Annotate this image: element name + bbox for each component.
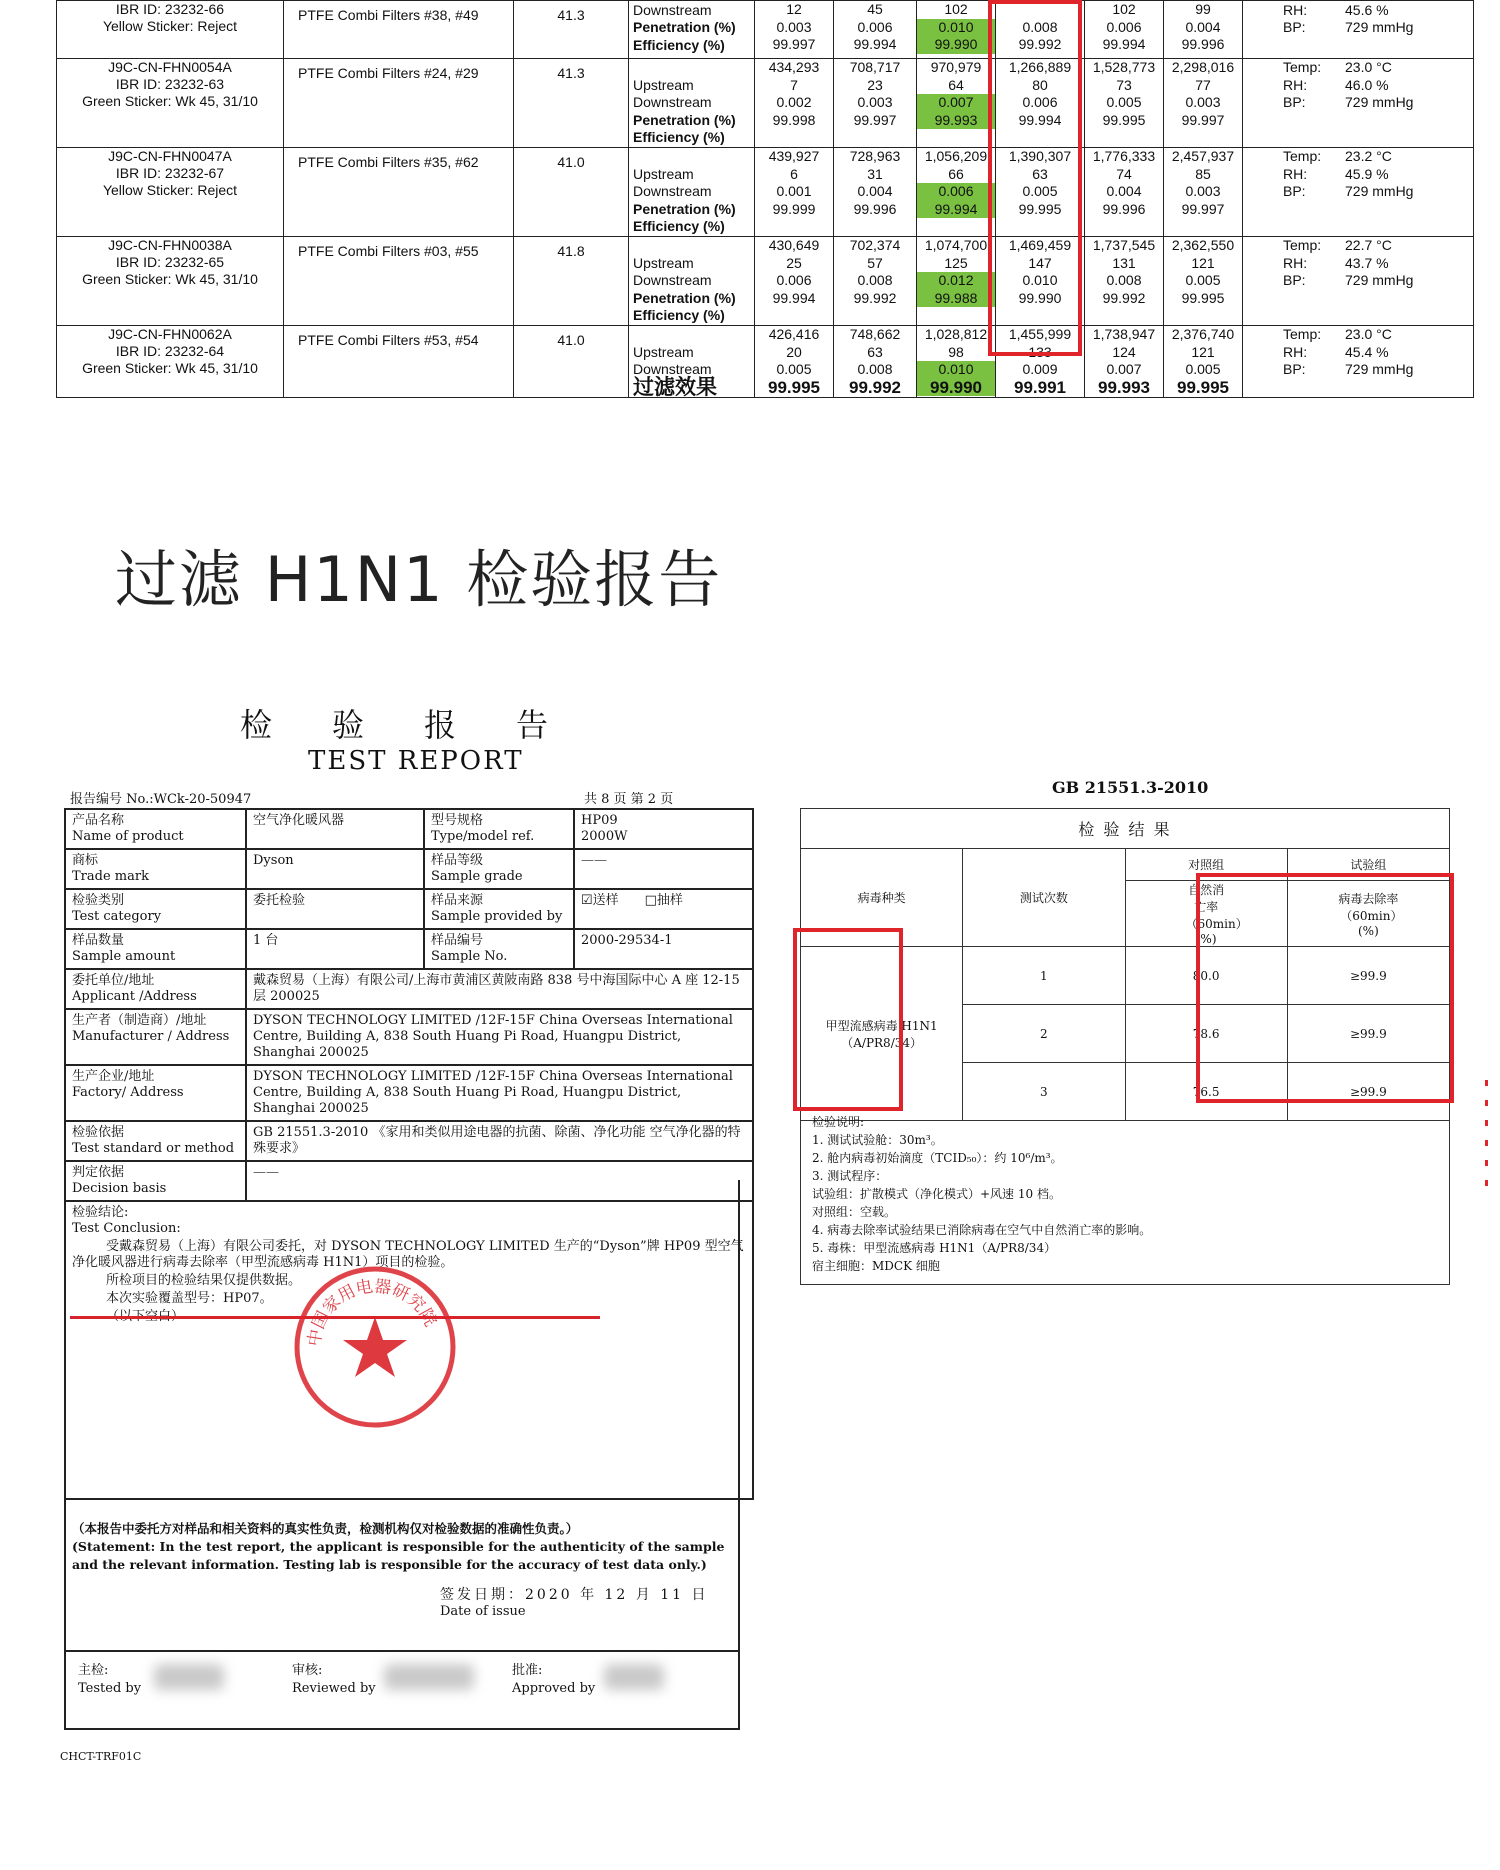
resistance-value: 41.3 bbox=[514, 59, 629, 148]
value-column: 708,717 23 0.003 99.997 bbox=[834, 59, 917, 148]
value-column: 2,362,550 121 0.005 99.995 bbox=[1164, 236, 1243, 325]
environment-cell: Temp: 23.0 °C RH: 45.4 % BP: 729 mmHg bbox=[1243, 325, 1474, 397]
value-column: 1,266,889 80 0.006 99.994 bbox=[996, 59, 1085, 148]
value-column: 1,056,209 66 0.006 99.994 bbox=[917, 147, 996, 236]
value-column: 728,963 31 0.004 99.996 bbox=[834, 147, 917, 236]
value-column: 1,528,773 73 0.005 99.995 bbox=[1085, 59, 1164, 148]
value-column: 102 0.010 99.990 bbox=[917, 1, 996, 59]
filter-row bbox=[57, 147, 1474, 236]
measure-labels: Upstream Downstream 过滤效果 bbox=[629, 325, 755, 397]
value-column: 102 0.006 99.994 bbox=[1085, 1, 1164, 59]
measure-labels: Upstream Downstream Penetration (%) Efficiency (%) bbox=[629, 236, 755, 325]
resistance-value: 41.8 bbox=[514, 236, 629, 325]
signature-row: 主检: Tested by 审核: Reviewed by 批准: Approved by bbox=[64, 1650, 740, 1732]
value-column: 748,662 63 0.008 99.992 bbox=[834, 325, 917, 397]
value-column: 1,028,812 98 0.010 99.990 bbox=[917, 325, 996, 397]
value-column: 702,374 57 0.008 99.992 bbox=[834, 236, 917, 325]
value-column: 434,293 7 0.002 99.998 bbox=[755, 59, 834, 148]
issue-date-en: Date of issue bbox=[440, 1604, 526, 1619]
blurred-signature bbox=[154, 1664, 224, 1690]
value-column: 99 0.004 99.996 bbox=[1164, 1, 1243, 59]
environment-cell: Temp: 22.7 °C RH: 43.7 % BP: 729 mmHg bbox=[1243, 236, 1474, 325]
result-table: 检 验 结 果 病毒种类 测试次数 对照组 试验组 自然消亡率（60min）(%) 病毒去除率（60min）(%) 甲型流感病毒 H1N1（A/PR8/34） 1 80.0 ≥99.9 2 78.6 ≥99.9 3 76.5 ≥99.9 bbox=[800, 808, 1450, 1121]
blurred-signature bbox=[384, 1664, 474, 1690]
svg-text:中国家用电器研究院: 中国家用电器研究院 bbox=[304, 1276, 441, 1348]
report-title-cn: 检验报告 bbox=[240, 706, 609, 744]
environment-cell: Temp: 23.0 °C RH: 46.0 % BP: 729 mmHg bbox=[1243, 59, 1474, 148]
value-column: 2,298,016 77 0.003 99.997 bbox=[1164, 59, 1243, 148]
sample-id-cell: J9C-CN-FHN0062A IBR ID: 23232-64 Green Sticker: Wk 45, 31/10 bbox=[57, 325, 284, 397]
highlight-virus-box bbox=[793, 928, 903, 1111]
value-column: 45 0.006 99.994 bbox=[834, 1, 917, 59]
value-column: 0.008 99.992 bbox=[996, 1, 1085, 59]
sample-id-cell: J9C-CN-FHN0054A IBR ID: 23232-63 Green Sticker: Wk 45, 31/10 bbox=[57, 59, 284, 148]
edge-mark bbox=[1485, 1080, 1488, 1190]
form-code: CHCT-TRF01C bbox=[60, 1750, 142, 1763]
issue-date: 签发日期：2020 年 12 月 11 日 bbox=[440, 1587, 709, 1603]
highlight-result-box bbox=[1196, 873, 1454, 1103]
report-info-table: 产品名称 Name of product 空气净化暖风器 型号规格 Type/model ref. HP09 2000W 商标 Trade mark Dyson 样品等级 Sample grade —— 检验类别 Test category 委托检验 样品来源 Sample provided by ☑送样 □抽样 样品数量 Sample amount 1 台 样品编号 Sample No. 2000-29534-1 委托单位/地址 Applicant /Address 戴森贸易（上海）有限公司/上海市黄浦区黄陂南路 838 号中海国际中心 A 座 12-15 层 200025 生产者（制造商）/地址 Manufacturer / Address DYSON TECHNOLOGY LIMITED /12F-15F China Overseas International Centre, Building A, 838 South Huang Pi Road, Huangpu District, Shanghai 200025 生产企业/地址 Factory/ Address DYSON TECHNOLOGY LIMITED /12F-15F China Overseas International Centre, Building A, 838 South Huang Pi Road, Huangpu District, Shanghai 200025 检验依据 Test standard or method GB 21551.3-2010 《家用和类似用途电器的抗菌、除菌、净化功能 空气净化器的特殊要求》 判定依据 Decision basis —— 检验结论: Test Conclusion: 受戴森贸易（上海）有限公司委托，对 DYSON TECHNOLOGY LIMITED 生产的“Dyson”牌 HP09 型空气净化暖风器进行病毒去除率（甲型流感病毒 H1N1）项目的检验。 所检项目的检验结果仅提供数据。 本次实验覆盖型号：HP07。 bbox=[64, 808, 754, 1500]
resistance-value: 41.0 bbox=[514, 147, 629, 236]
report-number: 报告编号 No.:WCk-20-50947 bbox=[70, 792, 252, 807]
value-column: 426,416 20 0.005 99.995 bbox=[755, 325, 834, 397]
value-column: 970,979 64 0.007 99.993 bbox=[917, 59, 996, 148]
filter-desc: PTFE Combi Filters #03, #55 bbox=[284, 236, 514, 325]
report-title-en: TEST REPORT bbox=[308, 746, 524, 776]
filter-desc: PTFE Combi Filters #35, #62 bbox=[284, 147, 514, 236]
blurred-signature bbox=[604, 1664, 664, 1690]
conclusion-cell: 检验结论: Test Conclusion: 受戴森贸易（上海）有限公司委托，对 DYSON TECHNOLOGY LIMITED 生产的“Dyson”牌 HP09 型空气净化暖风器进行病毒去除率（甲型流感病毒 H1N1）项目的检验。 所检项目的检验结果仅提供数据。 本次实验覆盖型号：HP07。 bbox=[65, 1201, 753, 1499]
environment-cell: RH: 45.6 % BP: 729 mmHg bbox=[1243, 1, 1474, 59]
filter-test-table bbox=[56, 0, 1474, 398]
environment-cell: Temp: 23.2 °C RH: 45.9 % BP: 729 mmHg bbox=[1243, 147, 1474, 236]
highlight-box bbox=[988, 0, 1082, 356]
resistance-value: 41.3 bbox=[514, 1, 629, 59]
value-column: 1,738,947 124 0.007 99.993 bbox=[1085, 325, 1164, 397]
value-column: 430,649 25 0.006 99.994 bbox=[755, 236, 834, 325]
value-column: 12 0.003 99.997 bbox=[755, 1, 834, 59]
value-column: 439,927 6 0.001 99.999 bbox=[755, 147, 834, 236]
value-column: 1,776,333 74 0.004 99.996 bbox=[1085, 147, 1164, 236]
filter-row bbox=[57, 236, 1474, 325]
filter-desc: PTFE Combi Filters #53, #54 bbox=[284, 325, 514, 397]
value-column: 1,737,545 131 0.008 99.992 bbox=[1085, 236, 1164, 325]
result-notes: 检验说明: 1. 测试试验舱：30m³。 2. 舱内病毒初始滴度（TCID₅₀）：约 10⁶/m³。 3. 测试程序： 试验组：扩散模式（净化模式）+风速 10 档。 对照组：空载。 4. 病毒去除率试验结果已消除病毒在空气中自然消亡率的影响。 5. 毒株：甲型流感病毒 H1N1（A/PR8/34） 宿主细胞：MDCK 细胞 bbox=[812, 1115, 1152, 1273]
filter-row bbox=[57, 1, 1474, 59]
sample-id-cell: J9C-CN-FHN0038A IBR ID: 23232-65 Green Sticker: Wk 45, 31/10 bbox=[57, 236, 284, 325]
value-column: 2,376,740 121 0.005 99.995 bbox=[1164, 325, 1243, 397]
measure-labels: Downstream Penetration (%) Efficiency (%) bbox=[629, 1, 755, 59]
red-seal-stamp bbox=[290, 1262, 460, 1432]
result-title: 检 验 结 果 bbox=[801, 809, 1450, 849]
sample-id-cell: IBR ID: 23232-66 Yellow Sticker: Reject bbox=[57, 1, 284, 59]
resistance-value: 41.0 bbox=[514, 325, 629, 397]
filter-row bbox=[57, 325, 1474, 397]
statement: （本报告中委托方对样品和相关资料的真实性负责，检测机构仅对检验数据的准确性负责。） (Statement: In the test report, the applicant is responsible for the authenticity of the sample and the relevant information. Testing lab is responsible for the accuracy of test data only.) bbox=[72, 1521, 725, 1572]
value-column: 2,457,937 85 0.003 99.997 bbox=[1164, 147, 1243, 236]
value-column: 1,390,307 63 0.005 99.995 bbox=[996, 147, 1085, 236]
filter-desc: PTFE Combi Filters #24, #29 bbox=[284, 59, 514, 148]
measure-labels: Upstream Downstream Penetration (%) Efficiency (%) bbox=[629, 59, 755, 148]
section-title: 过滤 H1N1 检验报告 bbox=[115, 543, 723, 616]
value-column: 1,074,700 125 0.012 99.988 bbox=[917, 236, 996, 325]
measure-labels: Upstream Downstream Penetration (%) Efficiency (%) bbox=[629, 147, 755, 236]
value-column: 1,455,999 133 0.009 99.991 bbox=[996, 325, 1085, 397]
report-page: 共 8 页 第 2 页 bbox=[584, 792, 674, 807]
filter-desc: PTFE Combi Filters #38, #49 bbox=[284, 1, 514, 59]
standard-title: GB 21551.3-2010 bbox=[1052, 778, 1209, 797]
sample-id-cell: J9C-CN-FHN0047A IBR ID: 23232-67 Yellow Sticker: Reject bbox=[57, 147, 284, 236]
filter-row bbox=[57, 59, 1474, 148]
virus-name: 甲型流感病毒 H1N1（A/PR8/34） bbox=[801, 947, 963, 1121]
value-column: 1,469,459 147 0.010 99.990 bbox=[996, 236, 1085, 325]
